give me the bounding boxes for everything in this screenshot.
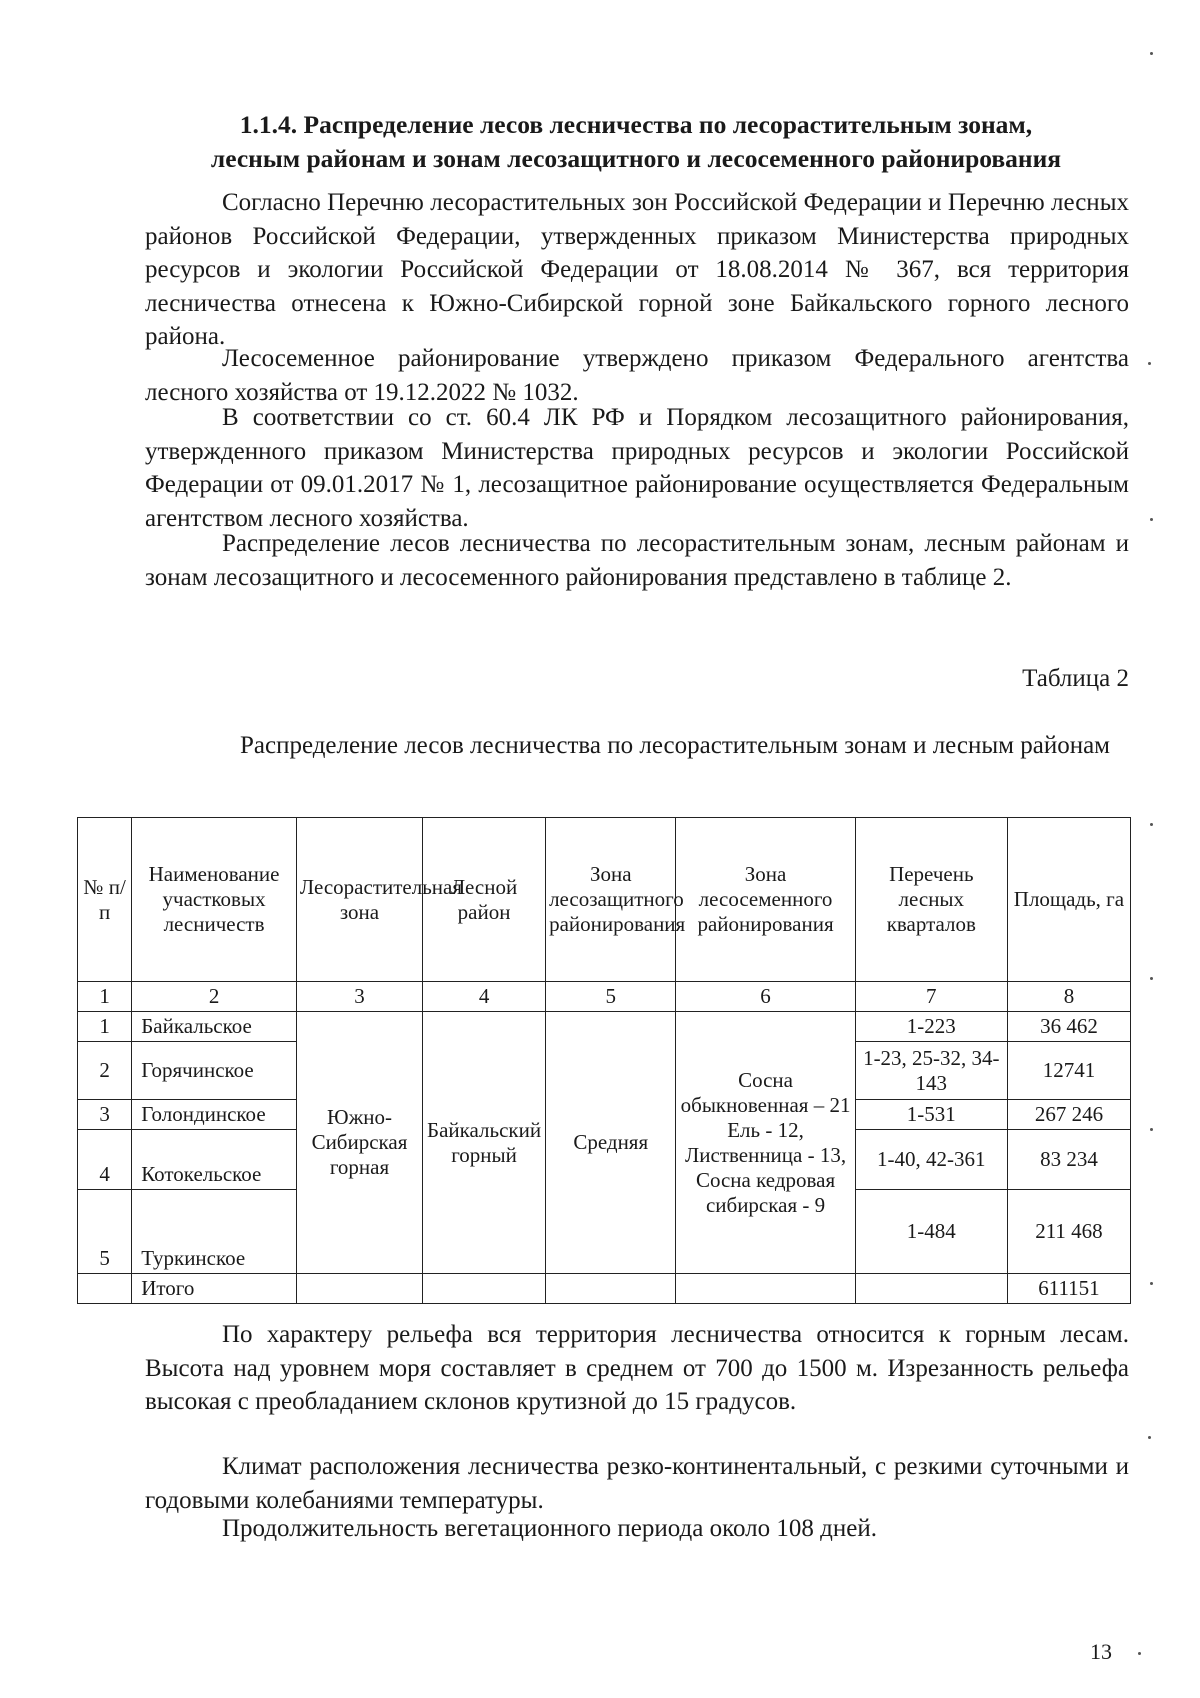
header-forestry-name: Наименование участковых лесничеств: [132, 818, 297, 982]
header-area: Площадь, га: [1007, 818, 1130, 982]
section-heading: [150, 108, 1122, 176]
total-empty-cell: [78, 1274, 132, 1304]
row-forestry-name: Голондинское: [132, 1100, 297, 1130]
scan-speck: [1150, 1128, 1153, 1131]
table-total-row: [78, 1274, 1131, 1304]
paragraph-vegetation-period: Продолжительность вегетационного периода около 108 дней.: [222, 1515, 877, 1542]
header-quarters: Перечень лесных кварталов: [855, 818, 1007, 982]
section-heading-line-2: лесным районам и зонам лесозащитного и лесосеменного районирования: [210, 144, 1062, 173]
merged-forest-district: Байкальский горный: [423, 1012, 546, 1274]
merged-vegetation-zone: Южно-Сибирская горная: [296, 1012, 422, 1274]
row-forestry-name: Горячинское: [132, 1042, 297, 1100]
row-quarters: 1-23, 25-32, 34-143: [855, 1042, 1007, 1100]
paragraph-seed-zoning: Лесосеменное районирование утверждено приказом Федерального агентства лесного хозяйства от 19.12.2022 № 1032.: [145, 345, 1129, 406]
total-empty-cell: [546, 1274, 676, 1304]
row-area: 211 468: [1007, 1190, 1130, 1274]
row-num: 1: [78, 1012, 132, 1042]
table-row: [78, 1012, 1131, 1042]
scan-speck: [1150, 1282, 1153, 1285]
paragraph-climate: Климат расположения лесничества резко-континентальный, с резкими суточными и годовыми колебаниями температуры.: [145, 1453, 1129, 1514]
row-forestry-name: Байкальское: [132, 1012, 297, 1042]
merged-protection-zone: Средняя: [546, 1012, 676, 1274]
row-num: 3: [78, 1100, 132, 1130]
row-num: 4: [78, 1130, 132, 1190]
row-quarters: 1-40, 42-361: [855, 1130, 1007, 1190]
header-seed-zone: Зона лесосеменного районирования: [676, 818, 855, 982]
header-num: № п/п: [78, 818, 132, 982]
row-forestry-name: Котокельское: [132, 1130, 297, 1190]
row-area: 36 462: [1007, 1012, 1130, 1042]
total-empty-cell: [855, 1274, 1007, 1304]
column-number: 2: [132, 982, 297, 1012]
row-quarters: 1-484: [855, 1190, 1007, 1274]
column-number-row: [78, 982, 1131, 1012]
table-reference-label: Таблица 2: [1022, 665, 1129, 692]
row-area: 267 246: [1007, 1100, 1130, 1130]
header-protection-zone: Зона лесозащитного районирования: [546, 818, 676, 982]
row-quarters: 1-531: [855, 1100, 1007, 1130]
scan-speck: [1150, 977, 1153, 980]
scan-speck: [1138, 1652, 1141, 1655]
row-forestry-name: Туркинское: [132, 1190, 297, 1274]
total-empty-cell: [676, 1274, 855, 1304]
scan-speck: [1148, 362, 1151, 365]
table-title: Распределение лесов лесничества по лесорастительным зонам и лесным районам: [239, 732, 1111, 759]
row-quarters: 1-223: [855, 1012, 1007, 1042]
scan-speck: [1148, 1436, 1151, 1439]
paragraph-zones-list: Согласно Перечню лесорастительных зон Российской Федерации и Перечню лесных районов Российской Федерации, утвержденных приказом Министерства природных ресурсов и экологии Российской Федерации от 18.08.2014 № 367, вся территория лесничества отнесена к Южно-Сибирской горной зоне Байкальского горного лесного района.: [145, 189, 1129, 350]
scan-speck: [1150, 823, 1153, 826]
total-area: 611151: [1007, 1274, 1130, 1304]
section-heading-line-1: 1.1.4. Распределение лесов лесничества по лесорастительным зонам,: [239, 110, 1033, 139]
row-num: 5: [78, 1190, 132, 1274]
forest-distribution-table: [77, 817, 1131, 1304]
column-number: 8: [1007, 982, 1130, 1012]
row-area: 83 234: [1007, 1130, 1130, 1190]
header-forest-district: Лесной район: [423, 818, 546, 982]
paragraph-table-intro: Распределение лесов лесничества по лесорастительным зонам, лесным районам и зонам лесозащитного и лесосеменного районирования представлено в таблице 2.: [145, 530, 1129, 591]
scan-speck: [1150, 518, 1153, 521]
page-number: 13: [1090, 1639, 1112, 1664]
merged-seed-zone: Сосна обыкновенная – 21 Ель - 12, Лиственница - 13, Сосна кедровая сибирская - 9: [676, 1012, 855, 1274]
column-number: 3: [296, 982, 422, 1012]
row-num: 2: [78, 1042, 132, 1100]
scan-speck: [1150, 52, 1153, 55]
column-number: 6: [676, 982, 855, 1012]
paragraph-protection-zoning: В соответствии со ст. 60.4 ЛК РФ и Порядком лесозащитного районирования, утвержденного приказом Министерства природных ресурсов и экологии Российской Федерации от 09.01.2017 № 1, лесозащитное районирование осуществляется Федеральным агентством лесного хозяйства.: [145, 404, 1129, 532]
total-empty-cell: [296, 1274, 422, 1304]
column-number: 5: [546, 982, 676, 1012]
total-label: Итого: [132, 1274, 297, 1304]
header-vegetation-zone: Лесорастительная зона: [296, 818, 422, 982]
table-header-row: [78, 818, 1131, 982]
paragraph-relief: По характеру рельефа вся территория лесничества относится к горным лесам. Высота над уровнем моря составляет в среднем от 700 до 1500 м. Изрезанность рельефа высокая с преобладанием склонов крутизной до 15 градусов.: [145, 1321, 1129, 1415]
row-area: 12741: [1007, 1042, 1130, 1100]
column-number: 7: [855, 982, 1007, 1012]
column-number: 4: [423, 982, 546, 1012]
column-number: 1: [78, 982, 132, 1012]
total-empty-cell: [423, 1274, 546, 1304]
